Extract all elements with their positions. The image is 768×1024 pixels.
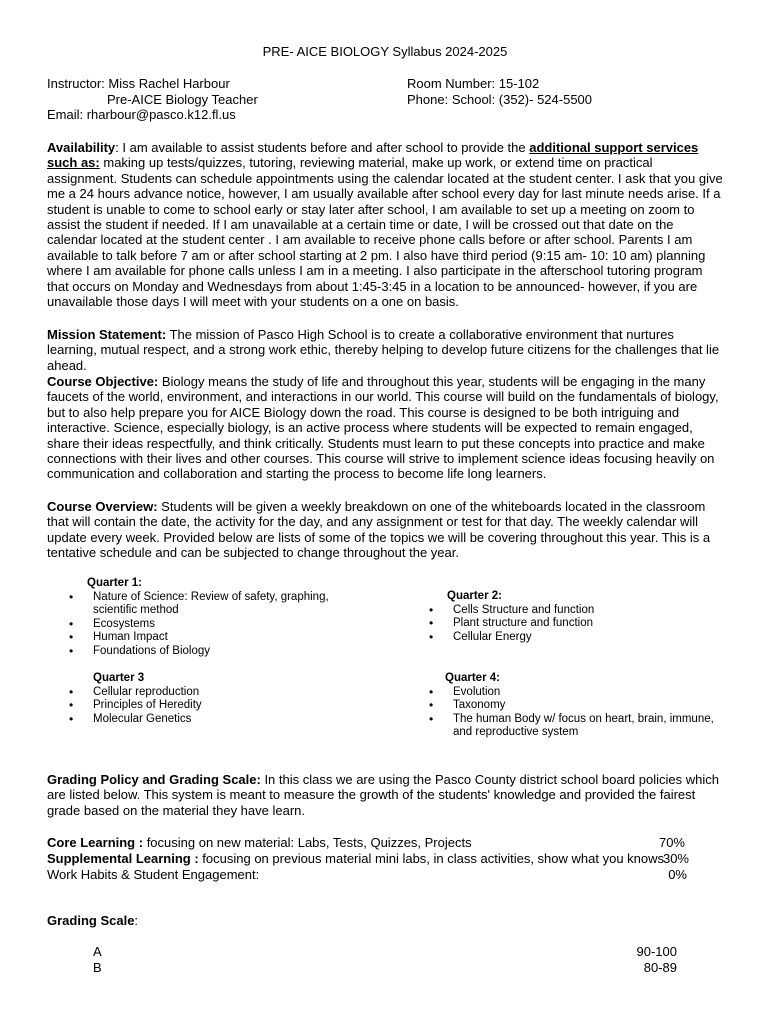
grading-policy-text: In this class we are using the Pasco County district school board policies which are listed below. This system is meant to measure the growth of the students' knowledge and provided the fairest grade based on the material they have learn.	[47, 772, 719, 818]
availability-emphasis: additional support services such as:	[47, 140, 699, 171]
list-item: • Evolution	[407, 686, 717, 700]
instructor-header	[47, 76, 723, 123]
availability-text-pre: : I am available to assist students before and after school to provide the	[115, 140, 530, 155]
category-label: Supplemental Learning :	[47, 851, 199, 866]
grade-letter: A	[93, 944, 102, 959]
category-desc: Work Habits & Student Engagement:	[47, 867, 260, 882]
grading-policy-section	[47, 772, 723, 818]
room-number: Room Number: 15-102	[407, 76, 540, 91]
grade-scale-row	[93, 960, 677, 975]
list-item: • Nature of Science: Review of safety, graphing, scientific method	[47, 591, 347, 618]
grading-scale-heading	[47, 913, 723, 928]
page-title: PRE- AICE BIOLOGY Syllabus 2024-2025	[262, 44, 508, 59]
quarter-title: Quarter 2:	[447, 590, 502, 602]
instructor-email: Email: rharbour@pasco.k12.fl.us	[47, 107, 236, 123]
list-item: • Molecular Genetics	[47, 713, 347, 727]
phone-number: Phone: School: (352)- 524-5500	[407, 91, 593, 107]
quarter-title: Quarter 4:	[445, 672, 500, 684]
quarter-title: Quarter 1:	[87, 577, 142, 589]
list-item: • Taxonomy	[407, 699, 717, 713]
list-item: • Human Impact	[47, 631, 347, 645]
teacher-title: Pre-AICE Biology Teacher	[107, 91, 258, 107]
category-percent: 30%	[662, 851, 689, 866]
grade-category-core	[47, 835, 723, 850]
category-label: Core Learning :	[47, 835, 144, 850]
quarter-2	[407, 590, 717, 644]
list-item: • Plant structure and function	[407, 617, 717, 631]
mission-text: The mission of Pasco High School is to create a collaborative environment that nurtures learning, mutual respect, and a strong work ethic, thereby helping to develop future citizens for the challenges that lie ahead.	[47, 327, 720, 373]
grade-range: 90-100	[636, 944, 677, 959]
list-item: • The human Body w/ focus on heart, brain, immune, and reproductive system	[407, 713, 717, 740]
list-item: • Ecosystems	[47, 618, 347, 632]
overview-label: Course Overview:	[47, 499, 158, 514]
mission-section	[47, 327, 723, 373]
grade-category-supplemental	[47, 851, 723, 866]
overview-text: Students will be given a weekly breakdown on one of the whiteboards located in the classroom that will contain the date, the activity for the day, and any assignment or test for that day. The weekly calendar will update every week. Provided below are lists of some of the topics we will be covering throughout this year. This is a tentative schedule and can be subjected to change throughout the year.	[47, 499, 711, 561]
instructor-name: Instructor: Miss Rachel Harbour	[47, 76, 230, 91]
objective-text: Biology means the study of life and throughout this year, students will be engaging in the many faucets of the world, environment, and interactions in our world. This course will build on the fundamentals of biology, but to also help prepare you for AICE Biology down the road. This course is designed to be both intriguing and interactive. Science, especially biology, is an active process where students will be expected to remain engaged, share their ideas respectfully, and think critically. Students must learn to put these concepts into practice and make connections with their lives and other courses. This course will strive to implement science ideas focusing heavily on communication and collaboration and starting the process to become life long learners.	[47, 374, 719, 482]
list-item: • Principles of Heredity	[47, 699, 347, 713]
quarter-4	[407, 672, 717, 740]
grading-policy-label: Grading Policy and Grading Scale:	[47, 772, 261, 787]
objective-label: Course Objective:	[47, 374, 159, 389]
grade-scale-row	[93, 944, 677, 959]
availability-section	[47, 140, 723, 309]
grading-scale-label: Grading Scale	[47, 913, 135, 928]
list-item: • Foundations of Biology	[47, 645, 347, 659]
overview-section	[47, 499, 723, 561]
availability-text-post: making up tests/quizzes, tutoring, reviewing material, make up work, or extend time on practical assignment. Students can schedule appointments using the calendar located at the student center. I ask that you give me a 24 hours advance notice, however, I am usually available after school every day for last minute needs arise. If a student is unable to come to school early or stay later after school, I am available to set up a meeting on zoom to assist the student if needed. If I am unavailable at a certain time or date, I will be crossed out that date on the calendar located at the student center . I am available to receive phone calls before or after school. Parents I am available to talk before 7 am or after school starting at 2 pm. I also have third period (9:15 am- 10: 10 am) planning where I am available for phone calls unless I am in a meeting. I also participate in the afterschool tutoring program that occurs on Monday and Wednesdays from about 1:45-3:45 in a location to be announced- however, if you are unavailable those days I will meet with your students on a one on basis.	[47, 155, 723, 310]
grade-letter: B	[93, 960, 102, 975]
objective-section	[47, 374, 723, 482]
category-percent: 70%	[658, 835, 685, 850]
category-percent: 0%	[668, 867, 687, 882]
grade-category-work-habits	[47, 867, 723, 882]
availability-label: Availability	[47, 140, 116, 155]
category-desc: focusing on previous material mini labs, in class activities, show what you knows	[198, 851, 665, 866]
mission-label: Mission Statement:	[47, 327, 167, 342]
list-item: • Cellular reproduction	[47, 686, 347, 700]
quarter-title: Quarter 3	[93, 672, 145, 684]
grading-scale-colon: :	[134, 913, 139, 928]
list-item: • Cells Structure and function	[407, 604, 717, 618]
quarter-3	[47, 672, 347, 726]
grade-range: 80-89	[643, 960, 677, 975]
category-desc: focusing on new material: Labs, Tests, Quizzes, Projects	[143, 835, 472, 850]
list-item: • Cellular Energy	[407, 631, 717, 645]
quarter-1	[47, 577, 347, 659]
